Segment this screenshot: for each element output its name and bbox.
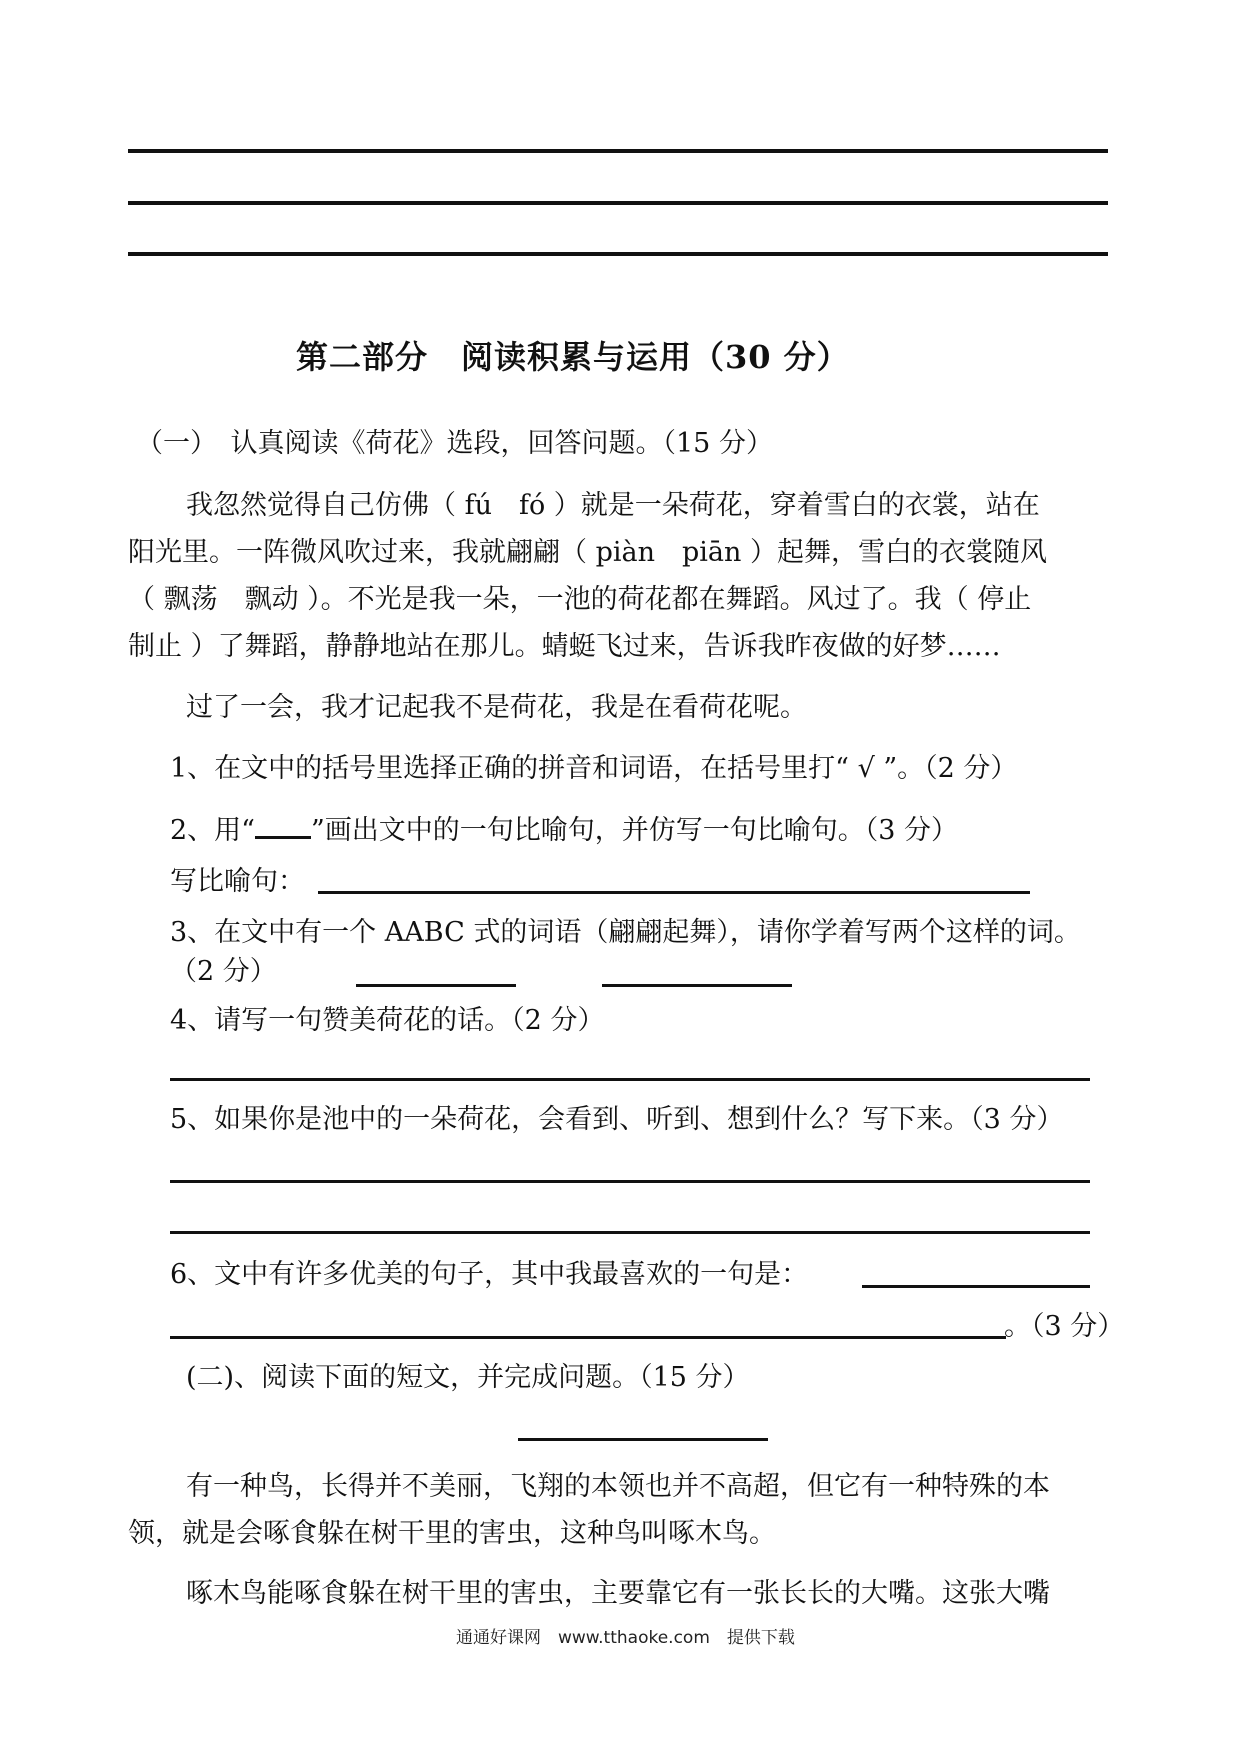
passage-line: 领，就是会啄食躲在树干里的害虫，这种鸟叫啄木鸟。: [128, 1518, 776, 1549]
aabc-word-field-1[interactable]: [356, 984, 516, 987]
part2-header: (二)、阅读下面的短文，并完成问题。（15 分）: [186, 1362, 750, 1393]
passage-line: （ 飘荡 飘动 ）。不光是我一朵，一池的荷花都在舞蹈。风过了。我（ 停止: [128, 584, 1032, 615]
favorite-sentence-field-2[interactable]: [170, 1336, 1006, 1339]
question-2: [170, 815, 958, 847]
passage-line: 制止 ）了舞蹈，静静地站在那儿。蜻蜓飞过来，告诉我昨夜做的好梦……: [128, 631, 1001, 662]
imagine-answer-field-2[interactable]: [170, 1231, 1090, 1234]
praise-answer-field[interactable]: [170, 1078, 1090, 1081]
passage-line: 阳光里。一阵微风吹过来，我就翩翩（ piàn piān ）起舞，雪白的衣裳随风: [128, 537, 1047, 568]
aabc-word-field-2[interactable]: [602, 984, 792, 987]
question-2-suffix: ”画出文中的一句比喻句，并仿写一句比喻句。（3 分）: [310, 815, 959, 846]
underline-sample: [255, 836, 311, 839]
question-3: 3、在文中有一个 AABC 式的词语（翩翩起舞），请你学着写两个这样的词。: [170, 917, 1081, 948]
question-2-prefix: 2、用“: [170, 815, 255, 846]
write-metaphor-field[interactable]: [318, 891, 1030, 894]
question-6-points: 。（3 分）: [1004, 1311, 1125, 1342]
imagine-answer-field-1[interactable]: [170, 1180, 1090, 1183]
write-metaphor-label: 写比喻句：: [170, 866, 305, 897]
question-3-points: （2 分）: [170, 956, 277, 987]
question-5: 5、如果你是池中的一朵荷花，会看到、听到、想到什么？写下来。（3 分）: [170, 1104, 1064, 1135]
passage-line: 过了一会，我才记起我不是荷花，我是在看荷花呢。: [186, 692, 807, 723]
story-title-field[interactable]: [518, 1438, 768, 1441]
favorite-sentence-field-1[interactable]: [862, 1285, 1090, 1288]
answer-line-top-3: [128, 252, 1108, 256]
page-footer: 通通好课网 www.tthaoke.com 提供下载: [456, 1628, 795, 1648]
question-4: 4、请写一句赞美荷花的话。（2 分）: [170, 1005, 605, 1036]
answer-line-top-2: [128, 201, 1108, 205]
question-6: 6、文中有许多优美的句子，其中我最喜欢的一句是：: [170, 1259, 809, 1290]
passage-line: 有一种鸟，长得并不美丽，飞翔的本领也并不高超，但它有一种特殊的本: [186, 1471, 1050, 1502]
part1-header: （一） 认真阅读《荷花》选段，回答问题。（15 分）: [136, 428, 773, 459]
answer-line-top-1: [128, 149, 1108, 153]
question-1: 1、在文中的括号里选择正确的拼音和词语，在括号里打“ √ ”。（2 分）: [170, 753, 1018, 784]
passage-line: 啄木鸟能啄食躲在树干里的害虫，主要靠它有一张长长的大嘴。这张大嘴: [186, 1578, 1050, 1609]
passage-line: 我忽然觉得自己仿佛（ fú fó ）就是一朵荷花，穿着雪白的衣裳，站在: [186, 490, 1040, 521]
section-title: 第二部分 阅读积累与运用（30 分）: [296, 338, 850, 376]
